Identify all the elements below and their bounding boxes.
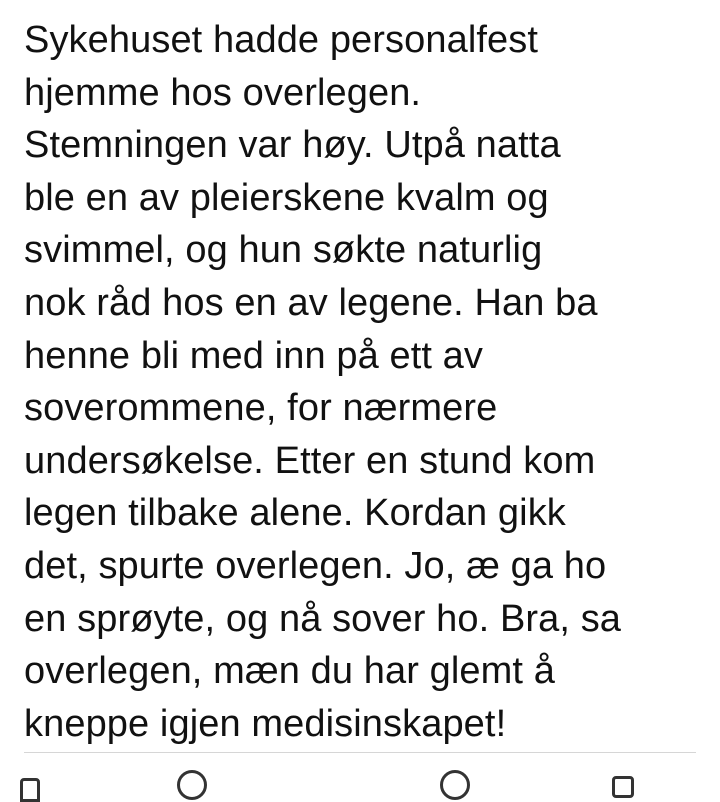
post-text-line: undersøkelse. Etter en stund kom [24, 439, 596, 482]
post-text-line: overlegen, mæn du har glemt å [24, 650, 555, 693]
post-text-line: Sykehuset hadde personalfest [24, 19, 539, 61]
post-text-line: kneppe igjen medisinskapet! [24, 702, 507, 745]
post-text-line: henne bli med inn på ett av [24, 334, 484, 377]
post-text-line: soverommene, for nærmere [24, 387, 498, 430]
comment-icon[interactable] [177, 770, 207, 800]
post-text-line: det, spurte overlegen. Jo, æ ga ho [24, 544, 607, 587]
post-text-line: nok råd hos en av legene. Han ba [24, 281, 598, 324]
post-text-line: hjemme hos overlegen. [24, 71, 422, 114]
like-icon[interactable] [20, 778, 40, 802]
post-action-bar [0, 770, 720, 800]
post-text-line: en sprøyte, og nå sover ho. Bra, sa [24, 597, 622, 640]
post-text-line: ble en av pleierskene kvalm og [24, 176, 549, 219]
post-text [24, 14, 704, 750]
post-text-line: legen tilbake alene. Kordan gikk [24, 492, 566, 535]
share-icon[interactable] [440, 770, 470, 800]
more-icon[interactable] [612, 776, 634, 798]
post-text-line: svimmel, og hun søkte naturlig [24, 229, 543, 272]
action-bar-divider [24, 752, 696, 753]
post-text-line: Stemningen var høy. Utpå natta [24, 124, 561, 167]
